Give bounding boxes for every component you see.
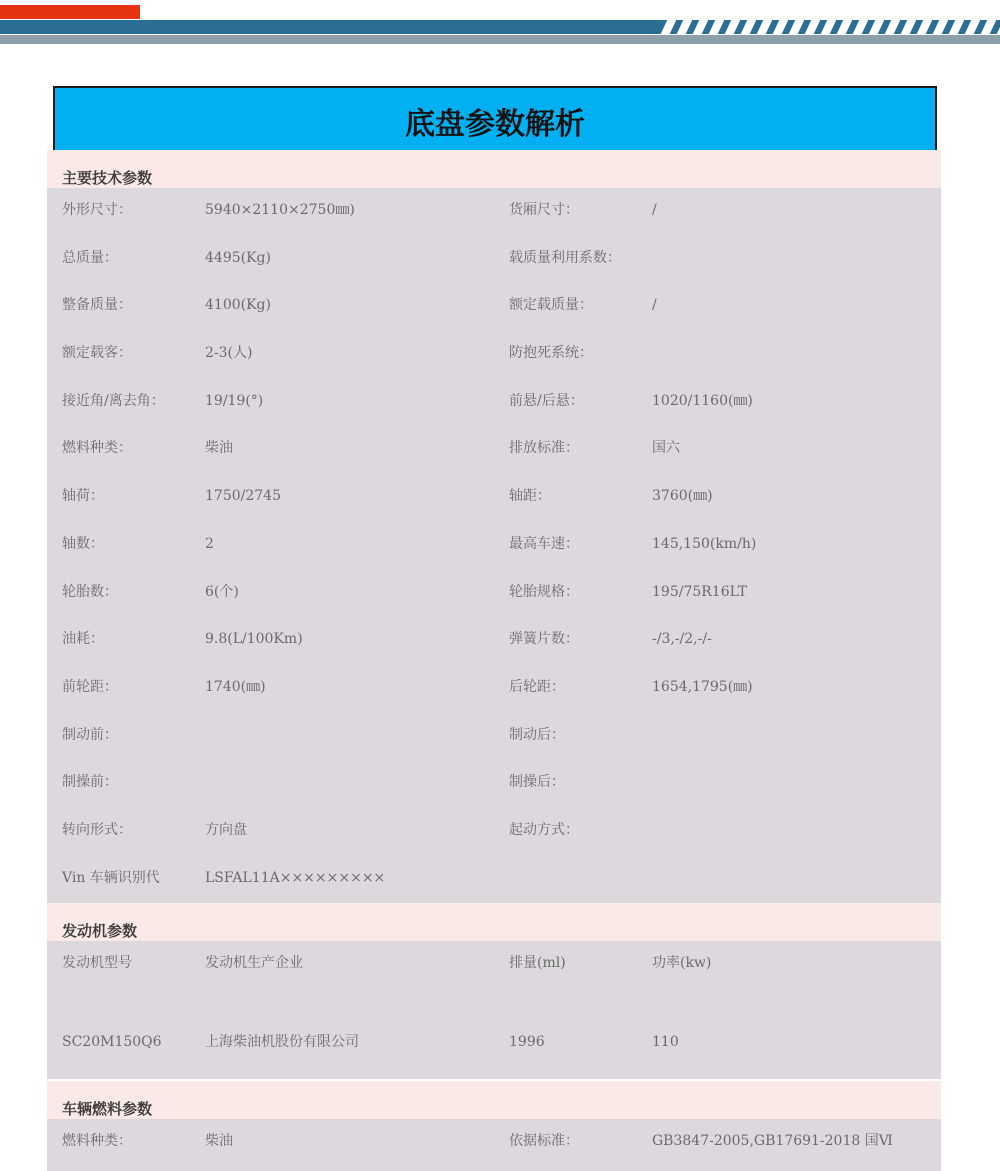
- param-value: 1740(㎜): [205, 678, 266, 695]
- param-label: 轴荷：: [62, 488, 104, 505]
- stripe-mark: [917, 20, 933, 34]
- param-value: 4495(Kg): [205, 249, 271, 266]
- param-label: 轴数：: [62, 535, 104, 552]
- param-label: 依据标准：: [509, 1133, 579, 1149]
- param-value: 柴油: [205, 440, 233, 457]
- param-value: 145,150(km/h): [652, 535, 757, 552]
- stripe-mark: [741, 20, 757, 34]
- param-row: [47, 283, 941, 331]
- stripe-mark: [981, 20, 997, 34]
- engine-col-power: 功率(kw): [652, 955, 712, 971]
- param-value: 1020/1160(㎜): [652, 392, 753, 409]
- param-row: [47, 808, 941, 856]
- param-value: 1654,1795(㎜): [652, 678, 753, 695]
- striped-decoration: [660, 20, 1000, 34]
- param-value: 6(个): [205, 583, 239, 600]
- param-label: 弹簧片数：: [509, 631, 579, 648]
- param-label: 制动前：: [62, 726, 118, 743]
- param-row: [47, 331, 941, 379]
- main-params-table: [47, 188, 941, 903]
- param-row: [47, 379, 941, 427]
- param-label: 货厢尺寸：: [509, 202, 579, 218]
- param-row: [47, 474, 941, 522]
- param-value: 195/75R16LT: [652, 583, 748, 600]
- stripe-mark: [805, 20, 821, 34]
- param-value: 19/19(°): [205, 392, 264, 409]
- stripe-mark: [725, 20, 741, 34]
- param-label: 接近角/离去角：: [62, 392, 165, 409]
- param-row: [47, 856, 941, 904]
- stripe-mark: [821, 20, 837, 34]
- stripe-mark: [773, 20, 789, 34]
- param-label: 总质量：: [62, 249, 118, 266]
- param-value: 国六: [652, 440, 680, 457]
- section-header: 主要技术参数: [47, 150, 941, 188]
- engine-params-table: [47, 941, 941, 1079]
- page-title: 底盘参数解析: [405, 107, 585, 142]
- param-label: 额定载质量：: [509, 297, 593, 314]
- param-row: [47, 713, 941, 761]
- param-row: [47, 188, 941, 236]
- param-label: 制操前：: [62, 774, 118, 791]
- param-label: 前悬/后悬：: [509, 392, 584, 409]
- grey-band: [0, 35, 1000, 44]
- param-value: -/3,-/2,-/-: [652, 631, 712, 648]
- param-label: 燃料种类：: [62, 440, 132, 457]
- param-label: 轴距：: [509, 488, 551, 505]
- param-value: /: [652, 297, 657, 314]
- fuel-params-section: [47, 1081, 941, 1171]
- param-value: 9.8(L/100Km): [205, 631, 303, 648]
- param-label: 燃料种类：: [62, 1133, 132, 1149]
- param-label: 后轮距：: [509, 678, 565, 695]
- section-header: 发动机参数: [47, 903, 941, 941]
- engine-col-model: 发动机型号: [62, 955, 132, 971]
- fuel-params-table: [47, 1119, 941, 1171]
- param-label: 制操后：: [509, 774, 565, 791]
- section-header: 车辆燃料参数: [47, 1081, 941, 1119]
- param-label: 轮胎规格：: [509, 583, 579, 600]
- param-label: 最高车速：: [509, 535, 579, 552]
- title-banner: [53, 86, 937, 150]
- stripe-mark: [661, 20, 677, 34]
- stripe-mark: [693, 20, 709, 34]
- param-value: 4100(Kg): [205, 297, 271, 314]
- param-row: [47, 1119, 941, 1167]
- stripe-mark: [933, 20, 949, 34]
- param-value: 1750/2745: [205, 488, 281, 505]
- stripe-mark: [789, 20, 805, 34]
- param-value: 3760(㎜): [652, 488, 713, 505]
- red-accent-bar: [0, 5, 140, 19]
- param-value: 柴油: [205, 1133, 233, 1149]
- param-label: 油耗：: [62, 631, 104, 648]
- param-label: 额定载客：: [62, 345, 132, 362]
- engine-power-value: 110: [652, 1034, 679, 1050]
- param-value: /: [652, 202, 657, 218]
- param-label: 防抱死系统：: [509, 345, 593, 362]
- param-value: LSFAL11A×××××××××: [205, 869, 386, 886]
- param-value: 2: [205, 535, 214, 552]
- stripe-mark: [757, 20, 773, 34]
- stripe-mark: [837, 20, 853, 34]
- top-banner: [0, 0, 1000, 50]
- engine-value-row: [47, 1009, 941, 1079]
- main-params-section: [47, 150, 941, 903]
- param-value: GB3847-2005,GB17691-2018 国Ⅵ: [652, 1133, 893, 1149]
- engine-col-displacement: 排量(ml): [509, 955, 566, 971]
- param-label: 转向形式：: [62, 821, 132, 838]
- param-row: [47, 665, 941, 713]
- param-row: [47, 760, 941, 808]
- param-label: 前轮距：: [62, 678, 118, 695]
- engine-params-section: [47, 903, 941, 1079]
- param-label: 整备质量：: [62, 297, 132, 314]
- engine-col-maker: 发动机生产企业: [205, 955, 303, 971]
- param-label: 起动方式：: [509, 821, 579, 838]
- param-value: 方向盘: [205, 821, 247, 838]
- param-row: [47, 522, 941, 570]
- stripe-mark: [949, 20, 965, 34]
- param-value: 5940×2110×2750㎜): [205, 202, 355, 218]
- stripe-mark: [901, 20, 917, 34]
- stripe-mark: [885, 20, 901, 34]
- param-label: 排放标准：: [509, 440, 579, 457]
- stripe-mark: [677, 20, 693, 34]
- param-label: Vin 车辆识别代: [62, 869, 160, 886]
- stripe-mark: [709, 20, 725, 34]
- param-label: 载质量利用系数：: [509, 249, 621, 266]
- param-value: 2-3(人): [205, 345, 253, 362]
- engine-maker-value: 上海柴油机股份有限公司: [205, 1034, 359, 1050]
- engine-model-value: SC20M150Q6: [62, 1034, 162, 1050]
- param-row: [47, 570, 941, 618]
- param-row: [47, 236, 941, 284]
- param-label: 轮胎数：: [62, 583, 118, 600]
- stripe-mark: [965, 20, 981, 34]
- engine-displacement-value: 1996: [509, 1034, 545, 1050]
- param-label: 制动后：: [509, 726, 565, 743]
- engine-header-row: [47, 941, 941, 1009]
- param-row: [47, 617, 941, 665]
- stripe-mark: [869, 20, 885, 34]
- param-row: [47, 426, 941, 474]
- stripe-mark: [853, 20, 869, 34]
- param-label: 外形尺寸：: [62, 202, 132, 218]
